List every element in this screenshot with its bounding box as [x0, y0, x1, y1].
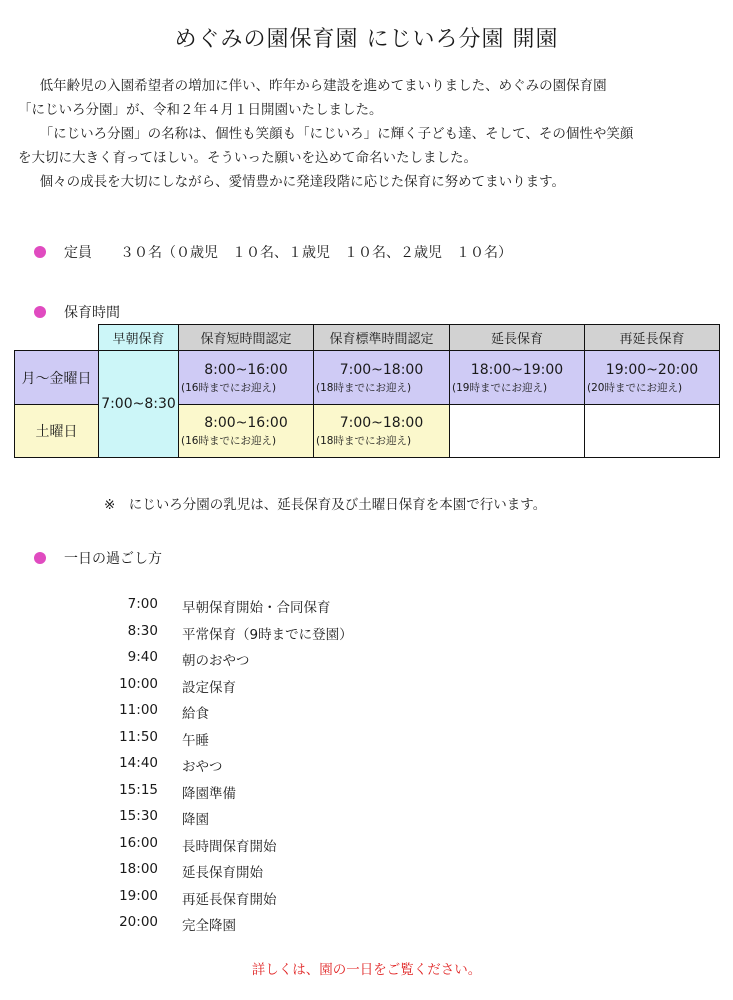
intro-line-5: 個々の成長を大切にしながら、愛情豊かに発達段階に応じた保育に努めてまいります。 — [39, 174, 566, 190]
weekday-re-extended-note: (20時までにお迎え) — [587, 381, 683, 394]
schedule-activity: 早朝保育開始・合同保育 — [182, 600, 331, 616]
weekday-extended-time: 18:00~19:00 — [470, 361, 564, 378]
empty-corner-cell — [15, 325, 99, 351]
saturday-standard-cell — [314, 405, 450, 458]
weekday-short-time: 8:00~16:00 — [204, 361, 288, 378]
header-early: 早朝保育 — [99, 325, 179, 351]
weekday-short-note: (16時までにお迎え) — [181, 381, 277, 394]
bullet-dot-icon — [34, 246, 46, 258]
page-title: めぐみの園保育園 にじいろ分園 開園 — [174, 27, 559, 52]
day-section-heading — [34, 548, 162, 568]
saturday-re-extended-cell — [585, 405, 720, 458]
schedule-row — [112, 808, 353, 835]
schedule-time: 15:15 — [119, 781, 158, 798]
schedule-row — [112, 835, 353, 862]
schedule-time: 10:00 — [119, 675, 158, 692]
schedule-row — [112, 729, 353, 756]
schedule-activity: 完全降園 — [182, 918, 236, 934]
saturday-standard-note: (18時までにお迎え) — [316, 435, 412, 447]
intro-line-2: 「にじいろ分園」が、令和２年４月１日開園いたしました。 — [18, 102, 383, 118]
bullet-dot-icon — [34, 306, 46, 318]
schedule-time: 7:00 — [127, 596, 158, 612]
header-standard: 保育標準時間認定 — [314, 325, 450, 351]
schedule-activity: 再延長保育開始 — [182, 891, 277, 908]
schedule-activity: 平常保育（9時までに登園） — [182, 626, 353, 643]
early-time-cell: 7:00~8:30 — [99, 351, 179, 458]
daily-schedule — [112, 596, 353, 941]
intro-line-3: 「にじいろ分園」の名称は、個性も笑顔も「にじいろ」に輝く子ども達、そして、その個性や笑顔 — [39, 126, 634, 142]
saturday-short-cell — [179, 405, 314, 458]
bullet-dot-icon — [34, 552, 46, 564]
weekday-re-extended-cell — [585, 351, 720, 405]
weekday-extended-cell — [450, 351, 585, 405]
schedule-activity: 午睡 — [182, 732, 209, 749]
schedule-activity: おやつ — [182, 759, 223, 775]
schedule-activity: 給食 — [182, 706, 209, 722]
weekday-standard-time: 7:00~18:00 — [339, 361, 424, 378]
saturday-short-time: 8:00~16:00 — [204, 415, 288, 431]
schedule-activity: 設定保育 — [182, 679, 236, 696]
schedule-row — [112, 888, 353, 915]
schedule-row — [112, 702, 353, 729]
schedule-row — [112, 755, 353, 782]
schedule-time: 8:30 — [127, 622, 158, 639]
schedule-activity: 長時間保育開始 — [182, 838, 277, 855]
schedule-time: 11:00 — [119, 702, 158, 718]
header-short: 保育短時間認定 — [179, 325, 314, 351]
schedule-time: 11:50 — [119, 728, 158, 745]
header-re-extended: 再延長保育 — [585, 325, 720, 351]
schedule-row — [112, 861, 353, 888]
branch-note: ※ にじいろ分園の乳児は、延長保育及び土曜日保育を本園で行います。 — [104, 497, 547, 513]
hours-section-heading — [34, 302, 120, 322]
weekday-standard-note: (18時までにお迎え) — [316, 381, 412, 394]
saturday-standard-time: 7:00~18:00 — [339, 415, 424, 431]
schedule-time: 9:40 — [127, 649, 158, 665]
footer-link-text: 詳しくは、園の一日をご覧ください。 — [251, 962, 482, 978]
schedule-row — [112, 596, 353, 623]
capacity-value: ３０名（０歳児 １０名、１歳児 １０名、２歳児 １０名） — [120, 245, 512, 261]
schedule-row — [112, 649, 353, 676]
schedule-row — [112, 782, 353, 809]
schedule-activity: 延長保育開始 — [182, 865, 263, 881]
weekday-re-extended-time: 19:00~20:00 — [605, 361, 699, 378]
schedule-row — [112, 676, 353, 703]
schedule-time: 19:00 — [119, 887, 158, 904]
weekday-extended-note: (19時までにお迎え) — [452, 381, 548, 394]
hours-label: 保育時間 — [64, 305, 120, 321]
capacity-label: 定員 — [64, 245, 92, 261]
schedule-time: 20:00 — [119, 914, 158, 930]
schedule-time: 15:30 — [119, 808, 158, 824]
schedule-time: 16:00 — [119, 834, 158, 851]
header-extended: 延長保育 — [450, 325, 585, 351]
hours-table — [14, 324, 720, 458]
intro-line-4: を大切に大きく育ってほしい。そういった願いを込めて命名いたしました。 — [18, 150, 477, 166]
saturday-extended-cell — [450, 405, 585, 458]
schedule-activity: 朝のおやつ — [182, 653, 250, 669]
schedule-time: 14:40 — [119, 755, 158, 771]
schedule-activity: 降園準備 — [182, 785, 236, 802]
saturday-short-note: (16時までにお迎え) — [181, 435, 277, 447]
weekday-short-cell — [179, 351, 314, 405]
schedule-time: 18:00 — [119, 861, 158, 877]
schedule-row — [112, 623, 353, 650]
row-label-saturday: 土曜日 — [15, 405, 99, 458]
day-label: 一日の過ごし方 — [64, 551, 162, 567]
intro-line-1: 低年齢児の入園希望者の増加に伴い、昨年から建設を進めてまいりました、めぐみの園保育園 — [39, 78, 607, 94]
schedule-activity: 降園 — [182, 812, 209, 828]
weekday-standard-cell — [314, 351, 450, 405]
schedule-row — [112, 914, 353, 941]
intro-text — [18, 74, 723, 194]
row-label-weekday: 月～金曜日 — [15, 351, 99, 405]
capacity-section — [34, 242, 512, 262]
